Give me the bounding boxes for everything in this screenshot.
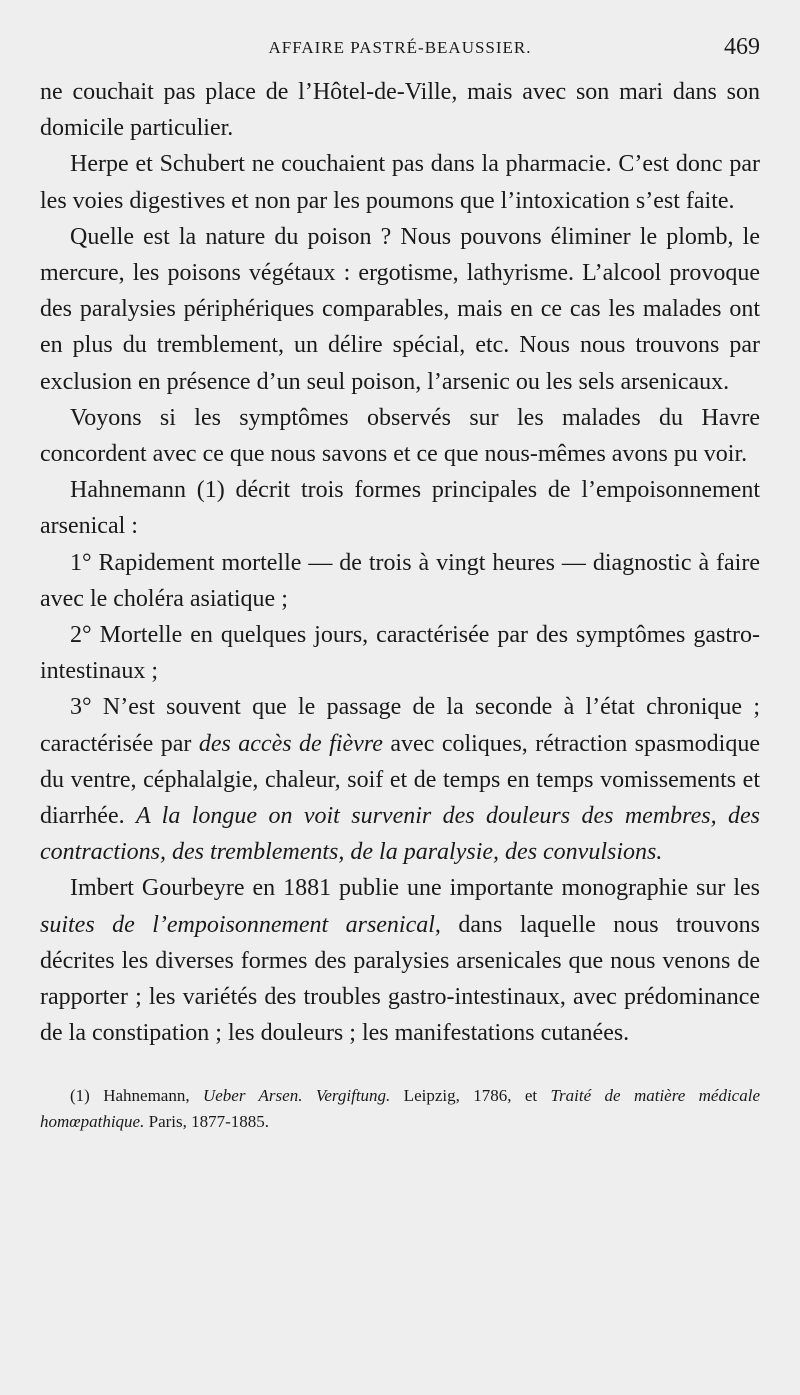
- text-run: 2° Mortelle en quelques jours, caractérisée par des symptômes gastro-intestinaux ;: [40, 622, 760, 685]
- footnotes: [40, 1083, 760, 1135]
- italic-run: Ueber Arsen. Vergiftung.: [202, 1086, 391, 1106]
- footnote: [40, 1083, 760, 1135]
- page-number: 469: [724, 34, 760, 60]
- italic-run: des accès de fièvre: [198, 730, 383, 757]
- text-run: 3° N’est souvent que le passage de la seconde à l’état chronique ; caractérisée par: [40, 694, 760, 757]
- text-run: Hahnemann (1) décrit trois formes principales de l’empoisonnement arsenical :: [40, 477, 760, 540]
- italic-run: Traité de matière médicale homœpathique.: [40, 1086, 760, 1132]
- text-run: Quelle est la nature du poison ? Nous pouvons éliminer le plomb, le mercure, les poisons végétaux : ergotisme, lathyrisme. L’alcool provoque des paralysies périphériques comparables, mais en ce cas les malades ont en plus du tremblement, un délire spécial, etc. Nous nous trouvons par exclusion en présence d’un seul poison, l’arsenic ou les sels arsenicaux.: [40, 223, 760, 395]
- text-run: avec coliques, rétraction spasmodique du ventre, céphalalgie, chaleur, soif et de temps en temps vomissements et diarrhée.: [40, 730, 761, 830]
- list-item: [40, 545, 760, 617]
- paragraph: [40, 870, 760, 1051]
- paragraph: [40, 400, 760, 472]
- text-run: Herpe et Schubert ne couchaient pas dans la pharmacie. C’est donc par les voies digestives et non par les poumons que l’intoxication s’est faite.: [40, 151, 760, 214]
- text-run: Paris, 1877-1885.: [144, 1112, 270, 1132]
- text-run: Voyons si les symptômes observés sur les malades du Havre concordent avec ce que nous savons et ce que nous-mêmes avons pu voir.: [40, 404, 760, 468]
- paragraph: [40, 219, 760, 400]
- italic-run: suites de l’empoisonnement arsenical,: [40, 911, 441, 938]
- body-text: [40, 74, 760, 1051]
- running-title: AFFAIRE PASTRÉ-BEAUSSIER.: [268, 38, 532, 57]
- text-run: Leipzig, 1786, et: [390, 1086, 551, 1106]
- paragraph: [40, 146, 760, 218]
- paragraph: [40, 472, 760, 544]
- list-item: [40, 689, 760, 870]
- italic-run: A la longue on voit survenir des douleurs des membres, des contractions, des tremblements, de la paralysie, des convulsions.: [40, 803, 760, 866]
- list-item: [40, 617, 760, 689]
- text-run: Imbert Gourbeyre en 1881 publie une importante monographie sur les: [70, 875, 760, 902]
- text-run: ne couchait pas place de l’Hôtel-de-Ville, mais avec son mari dans son domicile particulier.: [40, 79, 760, 142]
- text-run: (1) Hahnemann,: [70, 1086, 203, 1106]
- text-run: 1° Rapidement mortelle — de trois à vingt heures — diagnostic à faire avec le choléra asiatique ;: [40, 549, 760, 612]
- paragraph: [40, 74, 760, 146]
- text-run: dans laquelle nous trouvons décrites les diverses formes des paralysies arsenicales que nous venons de rapporter ; les variétés des troubles gastro-intestinaux, avec prédominance de la constipation ; les douleurs ; les manifestations cutanées.: [40, 911, 760, 1047]
- page-header: [40, 34, 760, 70]
